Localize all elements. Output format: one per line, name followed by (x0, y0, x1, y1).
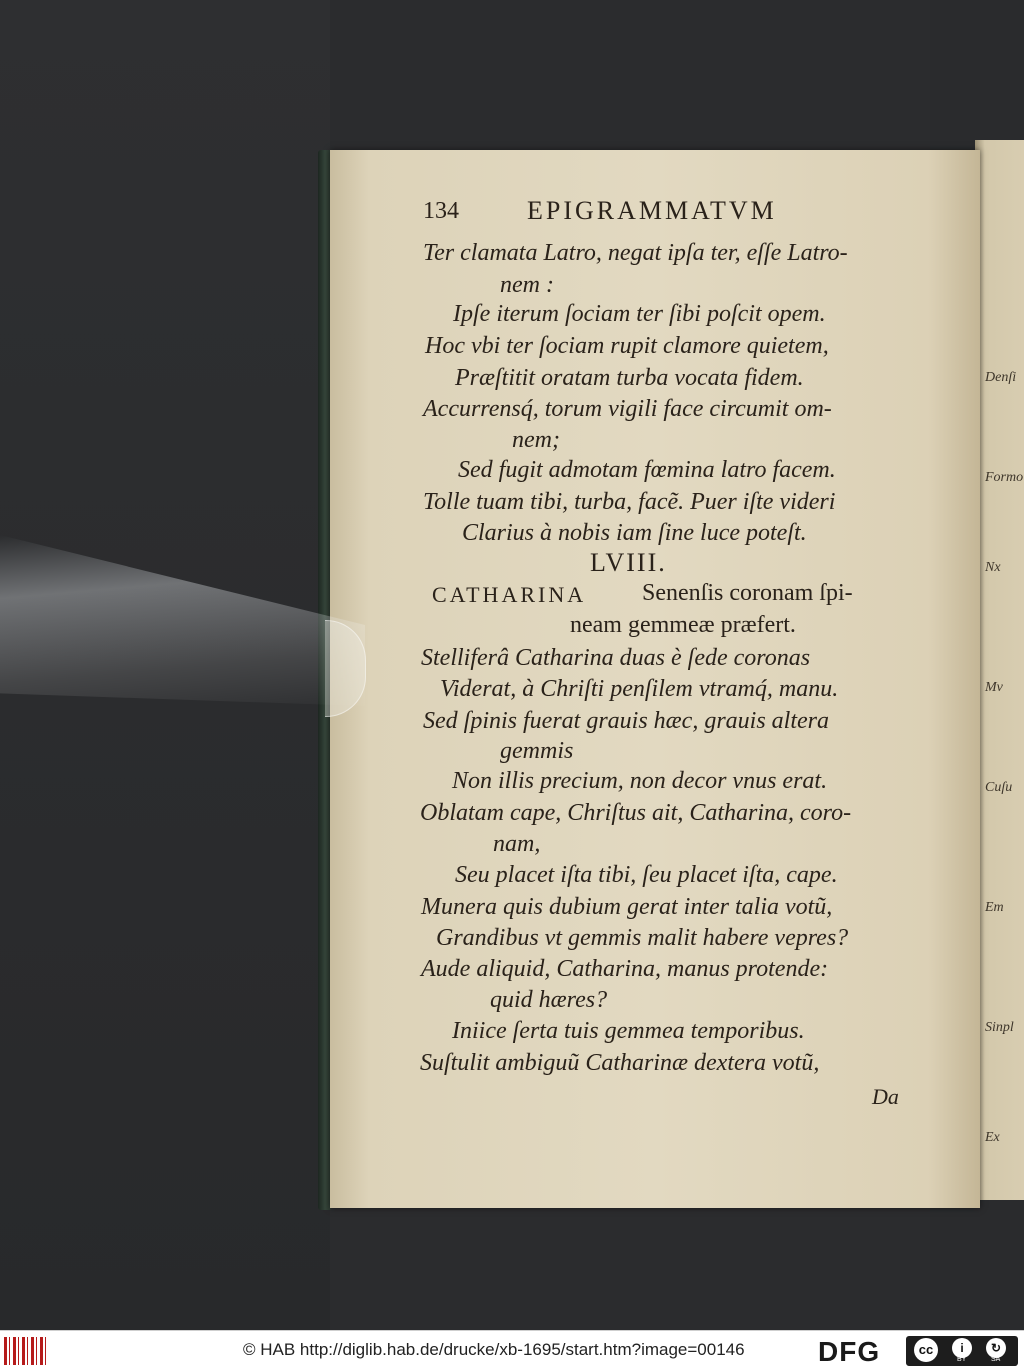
catchword: Da (872, 1084, 899, 1109)
verse-line: Tolle tuam tibi, turba, facẽ. Puer iſte videri (423, 489, 836, 515)
verse-line: Sed fugit admotam fœmina latro facem. (458, 457, 836, 483)
adjacent-page: Denſi Formo Nx Mv Cuſu Em Sinpl Ex (975, 140, 1024, 1200)
verse-line: quid hæres? (490, 987, 608, 1013)
dfg-logo[interactable]: DFG (818, 1336, 881, 1367)
verse-line: Præſtitit oratam turba vocata fidem. (455, 365, 804, 391)
verse-line: Ter clamata Latro, negat ipſa ter, eſſe Latro- (423, 240, 848, 266)
verse-line: Ipſe iterum ſociam ter ſibi poſcit opem. (453, 301, 826, 327)
verse-line: Seu placet iſta tibi, ſeu placet iſta, cape. (455, 862, 838, 888)
attribution-person-icon: i (952, 1338, 972, 1358)
attribution-link[interactable]: © HAB http://diglib.hab.de/drucke/xb-1695/start.htm?image=00146 (243, 1340, 745, 1359)
verse-line: Stelliferâ Catharina duas è ſede coronas (421, 645, 811, 671)
hab-logo-icon[interactable] (4, 1337, 46, 1365)
verse-line: Sed ſpinis fuerat grauis hæc, grauis altera (423, 708, 830, 734)
verse-line: nem; (512, 427, 560, 453)
verse-line: Munera quis dubium gerat inter talia votũ, (421, 894, 833, 920)
verse-line: Aude aliquid, Catharina, manus protende: (421, 956, 829, 982)
verse-line: Suſtulit ambiguũ Catharinæ dextera votũ, (420, 1050, 820, 1076)
footer-bar (0, 1330, 1024, 1370)
page-number: 134 (423, 198, 459, 224)
verse-line: Non illis precium, non decor vnus erat. (452, 768, 828, 794)
sa-label: SA (991, 1356, 1001, 1363)
epigram-number: LVIII. (590, 548, 667, 577)
verse-line: Grandibus vt gemmis malit habere vepres? (436, 925, 849, 951)
title-rest: Senenſis coronam ſpi- (642, 580, 853, 606)
verse-line: nem : (500, 272, 554, 298)
title-caps: CATHARINA (432, 582, 587, 607)
by-label: BY (957, 1356, 967, 1363)
verse-line: gemmis (500, 738, 574, 764)
verse-line: Viderat, à Chriſti penſilem vtramq́, manu. (440, 676, 839, 702)
cc-icon: cc (914, 1338, 938, 1362)
title-line2: neam gemmeæ præfert. (570, 612, 796, 638)
verse-line: Oblatam cape, Chriſtus ait, Catharina, coro- (420, 800, 852, 826)
verse-line: nam, (493, 831, 541, 857)
verse-line: Clarius à nobis iam ſine luce poteſt. (462, 520, 807, 546)
verse-line: Iniice ſerta tuis gemmea temporibus. (452, 1018, 805, 1044)
verse-line: Accurrensq́, torum vigili face circumit om- (423, 396, 832, 422)
verse-line: Hoc vbi ter ſociam rupit clamore quietem, (425, 333, 829, 359)
cc-license-badge[interactable] (906, 1336, 1018, 1366)
share-alike-icon: ↻ (986, 1338, 1006, 1358)
running-title: EPIGRAMMATVM (527, 196, 777, 225)
